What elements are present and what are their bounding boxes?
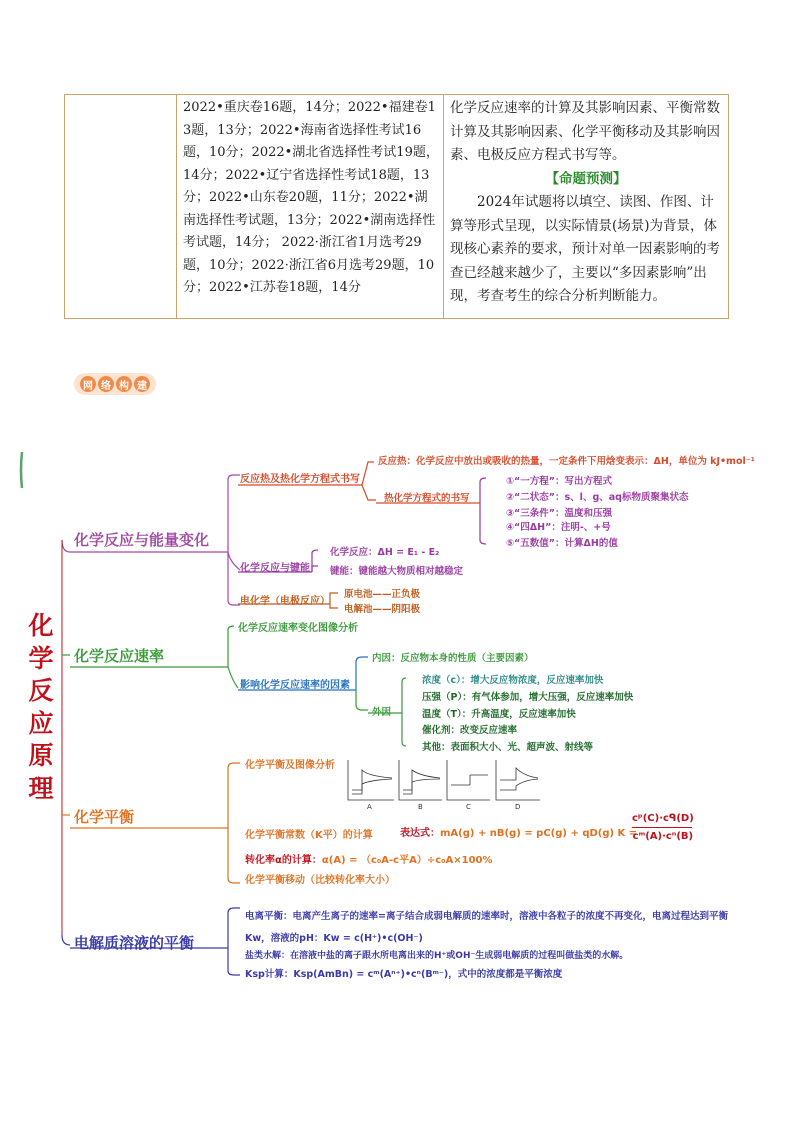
factor-catalyst: 催化剂：改变反应速率 — [422, 725, 518, 736]
branch1-sub2: 化学反应与键能 — [240, 563, 310, 574]
expr-text: mA(g) + nB(g) = pC(g) + qD(g) K = — [440, 828, 638, 839]
conv-label: 转化率α的计算： — [245, 855, 322, 866]
prediction-text: 2024年试题将以填空、读图、作图、计算等形式呈现，以实际情景(场景)为背景，体现核心素养的要求，预计对单一因素影响的考查已经越来越少了，主要以“多因素影响”出现，考查考生的综合分析判断能力。 — [450, 194, 720, 304]
thermo-item-1: ①“一方程”：写出方程式 — [506, 476, 613, 487]
internal-factor: 内因：反应物本身的性质（主要因素） — [372, 653, 534, 664]
heat-label: 反应热： — [378, 456, 417, 467]
rxn-label: 化学反应： — [330, 547, 378, 558]
equilibrium-shift: 化学平衡移动（比较转化率大小） — [245, 875, 395, 886]
hydro-label: 盐类水解： — [245, 951, 291, 961]
thermo-item-2: ②“二状态”：s、l、g、aq标物质聚集状态 — [506, 492, 689, 503]
root-title — [26, 610, 56, 805]
cell-electrolytic: 电解池——阴阳极 — [344, 604, 421, 615]
ion-text: 电离产生离子的速率=离子结合成弱电解质的速率时，溶液中各粒子的浓度不再变化，电离过程达到平衡 — [292, 911, 728, 922]
k-denominator: cᵐ(A)·cⁿ(B) — [632, 831, 694, 842]
branch3-title: 化学平衡 — [74, 808, 135, 826]
bond-line — [330, 563, 463, 577]
rxn-line — [330, 544, 439, 558]
thermo-item-4: ④“四ΔH”：注明-、+号 — [506, 522, 611, 533]
thermo-item-3: ③“三条件”：温度和压强 — [506, 508, 613, 519]
badge-char: 网 — [80, 376, 96, 392]
hydrolysis-line — [245, 948, 628, 961]
root-char: 化 — [28, 611, 54, 640]
branch3-sub1: 化学平衡及图像分析 — [245, 760, 335, 771]
root-char: 原 — [28, 741, 54, 770]
prediction-title: 【命题预测】 — [545, 170, 627, 187]
k-expression — [400, 824, 637, 839]
factor-concentration: 浓度（c）：增大反应物浓度，反应速率加快 — [422, 675, 604, 686]
branch1-sub3: 电化学（电极反应） — [240, 596, 330, 607]
hydro-text: 在溶液中盐的离子跟水所电离出来的H⁺或OH⁻生成弱电解质的过程叫做盐类的水解。 — [290, 951, 629, 961]
exam-list-cell: 2022•重庆卷16题，14分；2022•福建卷13题，13分；2022•海南省选择性考试16题，10分；2022•湖北省选择性考试19题，14分；2022•辽宁省选择性考试18题，13分；2022•山东卷20题，11分；2022•湖南选择性考试题，13分；2022•湖南选择性考试题，14分； 2022·浙江省1月选考29题，10分；2022·浙江省6月选考29题，10分；2022•江苏卷18题，14分 — [183, 100, 439, 295]
expr-label: 表达式： — [400, 828, 440, 839]
badge-char: 络 — [98, 376, 114, 392]
k-numerator: cᵖ(C)·cᑫ(D) — [632, 813, 694, 824]
rxn-formula: ΔH = E₁ - E₂ — [377, 547, 440, 558]
factor-temperature: 温度（T）：升高温度，反应速率加快 — [422, 709, 576, 720]
factor-pressure: 压强（P）：有气体参加，增大压强，反应速率加快 — [422, 692, 634, 703]
root-char: 应 — [28, 708, 54, 738]
cell-galvanic: 原电池——正负极 — [344, 589, 421, 600]
ionization-line — [245, 908, 728, 922]
badge-char: 建 — [134, 376, 150, 392]
graph-label-d: D — [515, 803, 521, 811]
root-char: 反 — [28, 676, 54, 705]
branch4-title: 电解质溶液的平衡 — [74, 934, 195, 952]
thermo-item-5: ⑤“五数值”：计算ΔH的值 — [506, 538, 618, 549]
graph-label-c: C — [466, 803, 471, 811]
graph-label-a: A — [367, 803, 372, 811]
branch1-title: 化学反应与能量变化 — [74, 531, 210, 549]
k-fraction — [632, 813, 694, 842]
heat-text: 化学反应中放出或吸收的热量，一定条件下用焓变表示：ΔH，单位为 kJ•mol⁻¹ — [416, 456, 755, 467]
bond-text: 键能越大物质相对越稳定 — [358, 566, 464, 577]
branch2-sub1: 化学反应速率变化图像分析 — [238, 623, 358, 634]
ksp-label: Ksp计算： — [245, 969, 294, 980]
equilibrium-graphs — [348, 760, 540, 800]
external-factor: 外因 — [372, 707, 392, 718]
kw-line: Kw，溶液的pH：Kw = c(H⁺)•c(OH⁻) — [245, 933, 423, 944]
requirement-text: 化学反应速率的计算及其影响因素、平衡常数计算及其影响因素、化学平衡移动及其影响因素、电极反应方程式书写等。 — [450, 100, 720, 163]
branch2-title: 化学反应速率 — [74, 647, 165, 665]
factor-other: 其他：表面积大小、光、超声波、射线等 — [422, 742, 594, 753]
thermo-eq-label: 热化学方程式的书写 — [384, 493, 470, 504]
badge-char: 构 — [116, 376, 132, 392]
ion-label: 电离平衡： — [245, 911, 293, 922]
ksp-text: Ksp(AmBn) = cᵐ(Aⁿ⁺)•cⁿ(Bᵐ⁻)，式中的浓度都是平衡浓度 — [293, 969, 563, 980]
conversion-line — [245, 851, 493, 866]
bond-label: 键能： — [330, 566, 359, 577]
root-char: 理 — [28, 773, 54, 803]
root-char: 学 — [28, 643, 54, 673]
branch1-sub1: 反应热及热化学方程式书写 — [240, 474, 360, 485]
branch2-sub2: 影响化学反应速率的因素 — [240, 680, 350, 691]
graph-label-b: B — [418, 803, 423, 811]
heat-line — [378, 453, 755, 467]
branch3-sub2: 化学平衡常数（K平）的计算 — [245, 830, 373, 841]
fraction-bar — [632, 827, 692, 828]
ksp-line — [245, 966, 562, 980]
conv-formula: α(A) = （c₀A-c平A）÷c₀A×100% — [321, 855, 493, 866]
